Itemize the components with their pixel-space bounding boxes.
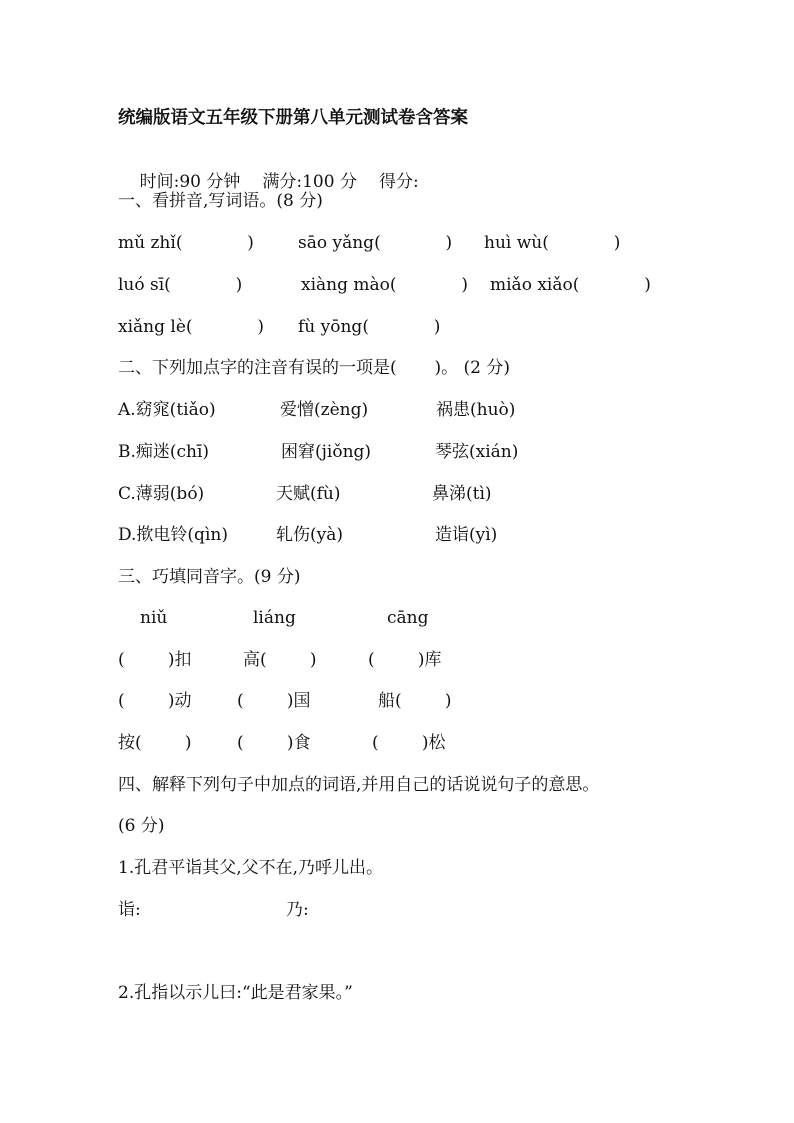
option-row-a	[118, 399, 516, 423]
homophone-blank: ( )食	[237, 733, 311, 753]
question-1: 1.孔君平诣其父,父不在,乃呼儿出。	[118, 858, 384, 878]
homophone-pinyin: niǔ	[140, 608, 168, 628]
option-item: 祸患(huò)	[436, 400, 516, 420]
pinyin-item: sāo yǎng( )	[298, 233, 453, 253]
homophone-blank: ( )松	[372, 733, 446, 753]
pinyin-item: xiǎng lè( )	[118, 317, 265, 337]
homophone-pinyin: cāng	[387, 608, 429, 628]
homophone-blank: 船( )	[378, 691, 452, 711]
paper-title: 统编版语文五年级下册第八单元测试卷含答案	[118, 108, 468, 128]
pinyin-row-1	[118, 232, 621, 256]
section4-points: (6 分)	[118, 816, 165, 836]
question-2: 2.孔指以示儿曰:“此是君家果。”	[118, 983, 353, 1003]
pinyin-item: miǎo xiǎo( )	[490, 275, 651, 295]
option-item: 天赋(fù)	[276, 484, 341, 504]
option-item: A.窈窕(tiǎo)	[118, 400, 216, 420]
full-score: 满分:100 分	[262, 172, 357, 192]
option-item: 琴弦(xián)	[435, 442, 519, 462]
section2-heading: 二、下列加点字的注音有误的一项是( )。 (2 分)	[118, 358, 510, 378]
section3-heading: 三、巧填同音字。(9 分)	[118, 567, 301, 587]
homophone-blank: 按( )	[118, 733, 192, 753]
option-item: 爱憎(zèng)	[280, 400, 369, 420]
homophone-row-1	[118, 649, 442, 673]
homophone-blank: ( )库	[368, 650, 442, 670]
homophone-row-3	[118, 732, 446, 756]
word-explain-item: 乃:	[286, 900, 309, 920]
pinyin-item: fù yōng( )	[298, 317, 441, 337]
score-field: 得分:	[378, 172, 419, 192]
homophone-pinyin-row	[118, 607, 429, 631]
homophone-pinyin: liáng	[253, 608, 296, 628]
option-row-b	[118, 441, 519, 465]
option-row-d	[118, 524, 498, 548]
homophone-row-2	[118, 690, 452, 714]
option-row-c	[118, 483, 492, 507]
homophone-blank: 高( )	[243, 650, 317, 670]
pinyin-row-3	[118, 316, 441, 340]
section4-heading: 四、解释下列句子中加点的词语,并用自己的话说说句子的意思。	[118, 775, 600, 795]
pinyin-row-2	[118, 274, 651, 298]
word-explain-row	[118, 899, 309, 923]
option-item: 造诣(yì)	[435, 525, 498, 545]
option-item: C.薄弱(bó)	[118, 484, 205, 504]
option-item: D.揿电铃(qìn)	[118, 525, 228, 545]
homophone-blank: ( )扣	[118, 650, 192, 670]
option-item: 鼻涕(tì)	[432, 484, 492, 504]
pinyin-item: huì wù( )	[484, 233, 621, 253]
option-item: 轧伤(yà)	[276, 525, 344, 545]
pinyin-item: xiàng mào( )	[301, 275, 468, 295]
option-item: B.痴迷(chī)	[118, 442, 210, 462]
pinyin-item: luó sī( )	[118, 275, 243, 295]
option-item: 困窘(jiǒng)	[281, 442, 372, 462]
pinyin-item: mǔ zhǐ( )	[118, 233, 254, 253]
homophone-blank: ( )动	[118, 691, 192, 711]
section1-heading: 一、看拼音,写词语。(8 分)	[118, 191, 323, 211]
word-explain-item: 诣:	[118, 900, 141, 920]
time-limit: 时间:90 分钟	[139, 172, 241, 192]
homophone-blank: ( )国	[237, 691, 311, 711]
